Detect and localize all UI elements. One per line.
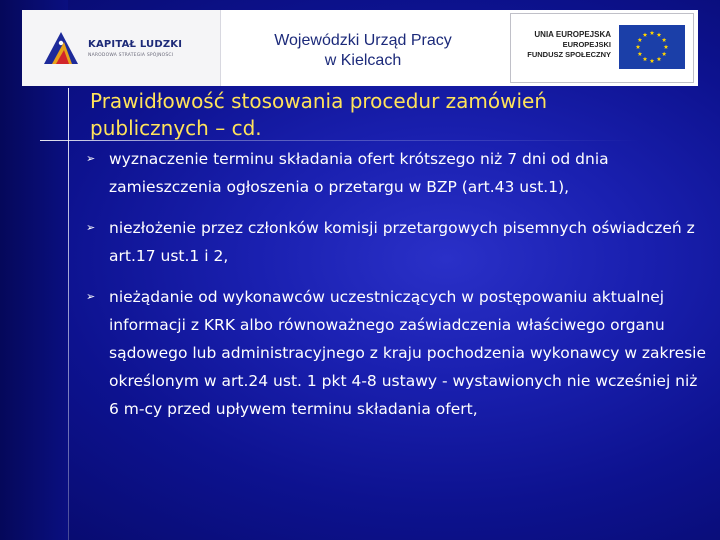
eu-logo xyxy=(510,13,694,83)
kapital-ludzki-logo xyxy=(22,10,221,86)
bullet-text: wyznaczenie terminu składania ofert krótszego niż 7 dni od dnia zamieszczenia ogłoszenia o przetargu w BZP (art.43 ust.1), xyxy=(109,150,609,196)
vertical-divider xyxy=(68,88,69,540)
bullet-text: nieżądanie od wykonawców uczestniczących w postępowaniu aktualnej informacji z KRK albo równoważnego zaświadczenia właściwego organu sądowego lub administracyjnego z kraju pochodzenia wykonawcy w zakresie określonym w art.24 ust. 1 pkt 4-8 ustawy - wystawionych nie wcześniej niż 6 m-cy przed upływem terminu składania ofert, xyxy=(109,288,707,418)
office-name xyxy=(220,10,506,86)
header-banner xyxy=(22,10,698,86)
eu-flag-icon xyxy=(619,25,685,69)
slide-title: Prawidłowość stosowania procedur zamówień publicznych – cd. xyxy=(90,89,548,140)
eu-logo-line2: EUROPEJSKI xyxy=(562,40,611,49)
kapital-ludzki-title: KAPITAŁ LUDZKI xyxy=(88,39,183,50)
eu-logo-line3: FUNDUSZ SPOŁECZNY xyxy=(527,50,611,59)
eu-logo-line1: UNIA EUROPEJSKA xyxy=(534,30,611,39)
list-item xyxy=(86,283,711,423)
eu-logo-text xyxy=(527,30,611,60)
arrowhead-bullet-icon: ➢ xyxy=(86,152,96,165)
list-item xyxy=(86,214,711,270)
bullet-list xyxy=(86,145,711,423)
arrowhead-bullet-icon: ➢ xyxy=(86,221,96,234)
kapital-ludzki-subtitle: NARODOWA STRATEGIA SPÓJNOŚCI xyxy=(88,53,174,58)
arrowhead-bullet-icon: ➢ xyxy=(86,290,96,303)
kapital-ludzki-emblem-icon xyxy=(42,30,80,66)
bullet-text: niezłożenie przez członków komisji przetargowych pisemnych oświadczeń z art.17 ust.1 i 2, xyxy=(109,219,695,265)
list-item xyxy=(86,145,711,201)
office-name-line1: Wojewódzki Urząd Pracy xyxy=(274,32,452,49)
office-name-line2: w Kielcach xyxy=(324,52,402,69)
